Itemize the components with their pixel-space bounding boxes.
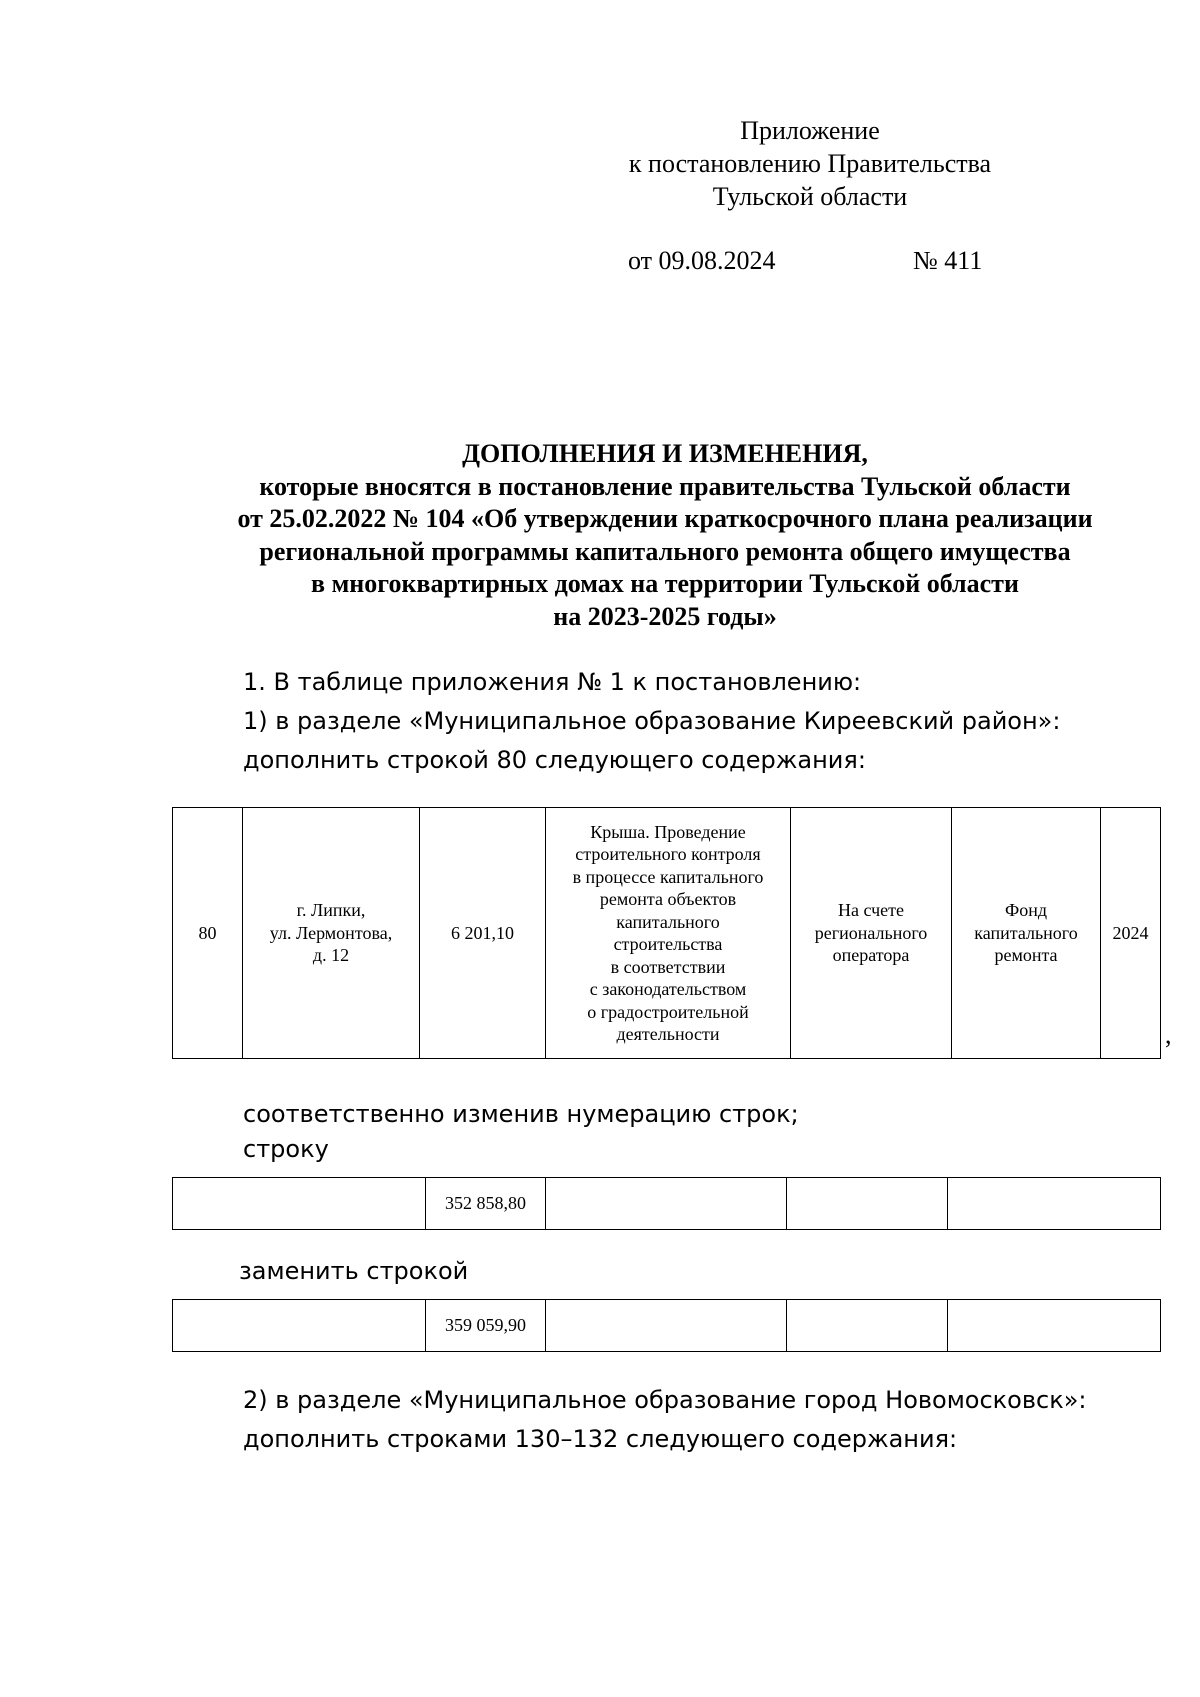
row-number-cell: 80 [173,808,243,1059]
work-line: строительного контроля [575,844,761,864]
title-line: в многоквартирных домах на территории Тульской области [311,569,1019,598]
empty-cell [173,1178,426,1230]
work-line: в процессе капитального [572,866,764,887]
paragraph: дополнить строками 130–132 следующего содержания: [243,1425,958,1453]
new-total-table [172,1299,1161,1352]
new-total-value: 359 059,90 [426,1300,546,1352]
empty-cell [787,1178,948,1230]
empty-cell [787,1300,948,1352]
work-line: строительства [613,934,723,954]
work-line: о градостроительной [587,1001,749,1022]
account-line: оператора [832,945,910,966]
address-line: г. Липки, [296,900,366,921]
paragraph: 2) в разделе «Муниципальное образование город Новомосковск»: [243,1386,1087,1414]
work-line: с законодательством [589,979,747,999]
title-line: от 25.02.2022 № 104 «Об утверждении краткосрочного плана реализации [237,504,1093,533]
empty-cell [948,1300,1161,1352]
paragraph: 1. В таблице приложения № 1 к постановлению: [243,668,862,696]
work-line: деятельности [616,1024,720,1044]
empty-cell [173,1300,426,1352]
appendix-resolution: к постановлению Правительства [628,149,992,178]
address-line: ул. Лермонтова, [269,922,393,943]
resolution-date: от 09.08.2024 [628,246,776,275]
account-line: На счете [837,900,904,921]
title-line: на 2023-2025 годы» [553,601,777,631]
title-line: которые вносятся в постановление правительства Тульской области [259,471,1071,501]
cost-cell: 6 201,10 [420,808,546,1059]
account-line: регионального [814,922,928,943]
address-line: д. 12 [312,945,350,966]
old-total-table [172,1177,1161,1230]
empty-cell [948,1178,1161,1230]
title-line: ДОПОЛНЕНИЯ И ИЗМЕНЕНИЯ, [462,439,868,468]
resolution-number: № 411 [913,246,983,275]
trailing-comma: , [1165,1020,1172,1049]
paragraph: дополнить строкой 80 следующего содержания: [243,746,866,774]
paragraph: строку [243,1135,329,1163]
source-line: ремонта [994,945,1058,966]
address-cell [243,808,420,1059]
appendix-region: Тульской области [712,182,908,211]
appendix-label: Приложение [740,116,880,145]
account-cell [791,808,952,1059]
paragraph: заменить строкой [239,1257,469,1285]
old-total-value: 352 858,80 [426,1178,546,1230]
paragraph: соответственно изменив нумерацию строк; [243,1100,799,1128]
empty-cell [546,1300,787,1352]
appendix-header [590,114,1030,213]
source-line: капитального [974,922,1078,943]
paragraph: 1) в разделе «Муниципальное образование Киреевский район»: [243,707,1061,735]
work-line: в соответствии [610,956,726,977]
document-title [120,438,1200,633]
year-cell: 2024 [1101,808,1161,1059]
row-80-table [172,807,1161,1059]
empty-cell [546,1178,787,1230]
work-line: ремонта объектов [599,889,737,909]
funding-source-cell [952,808,1101,1059]
title-line: региональной программы капитального ремонта общего имущества [259,536,1071,566]
work-line: Крыша. Проведение [590,821,746,842]
work-type-cell [546,808,791,1059]
source-line: Фонд [1004,900,1047,921]
work-line: капитального [616,911,720,932]
